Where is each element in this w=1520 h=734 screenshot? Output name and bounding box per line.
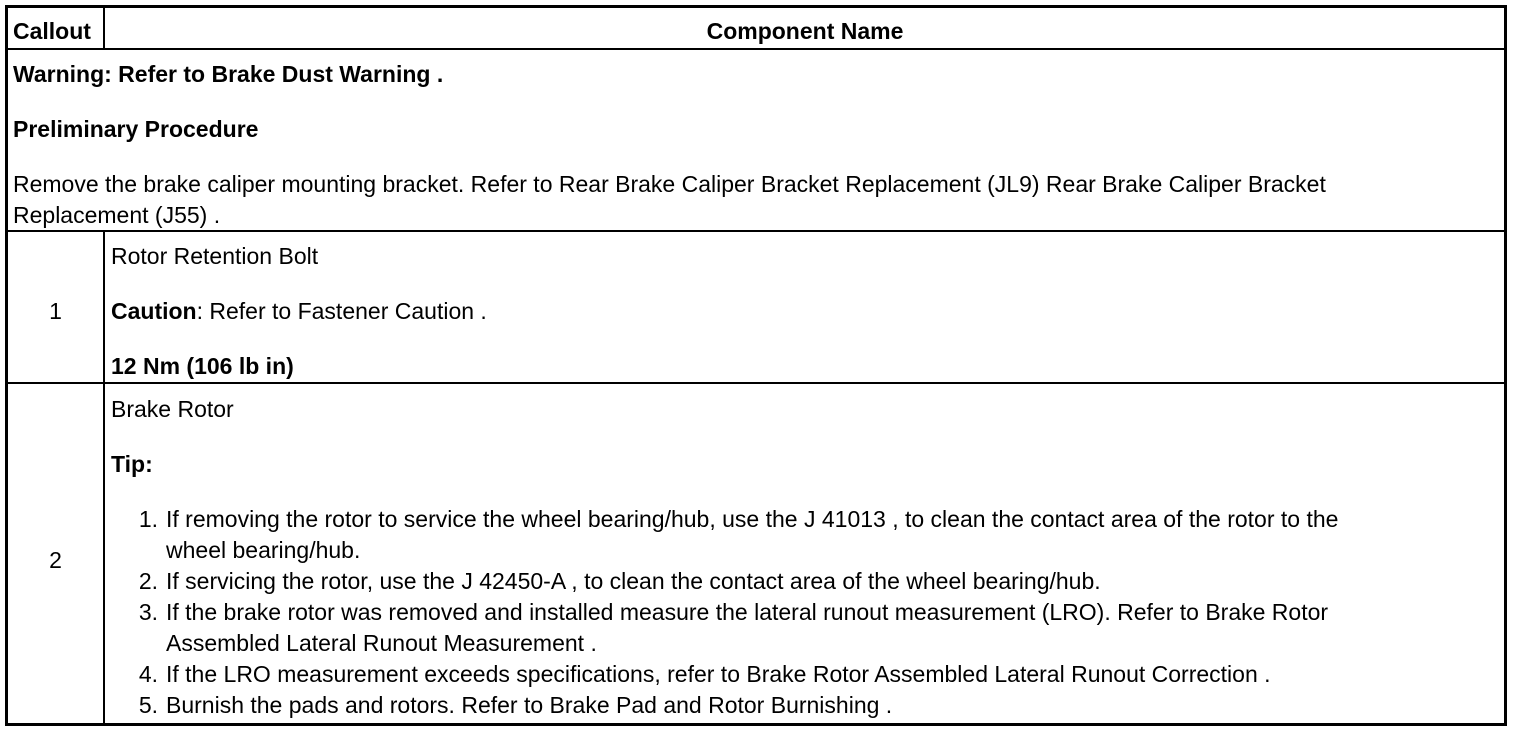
tip-item <box>116 504 1446 566</box>
preliminary-procedure-heading: Preliminary Procedure <box>13 116 259 142</box>
tip-list <box>116 504 1446 721</box>
tip-text-line2: wheel bearing/hub. <box>166 537 361 563</box>
callout-number-1: 1 <box>49 298 62 324</box>
tip-text-line1: Burnish the pads and rotors. Refer to Brake Pad and Rotor Burnishing . <box>166 692 893 718</box>
preliminary-step-text-line2: Replacement (J55) . <box>13 202 221 228</box>
torque-specification: 12 Nm (106 lb in) <box>111 353 294 379</box>
component-name-column-header: Component Name <box>706 18 904 44</box>
tip-text-line2: Assembled Lateral Runout Measurement . <box>166 630 597 656</box>
caution-text: : Refer to Fastener Caution . <box>196 298 487 324</box>
body-column-divider <box>103 230 105 724</box>
callout-column-header: Callout <box>13 18 91 44</box>
component-name-brake-rotor: Brake Rotor <box>111 396 234 422</box>
tip-number: 1. <box>138 506 158 532</box>
tip-item <box>116 659 1446 690</box>
tip-number: 3. <box>138 599 158 625</box>
tip-number: 5. <box>138 692 158 718</box>
tip-item <box>116 597 1446 659</box>
fastener-caution-note <box>111 296 487 326</box>
component-name-rotor-retention-bolt: Rotor Retention Bolt <box>111 243 319 269</box>
tip-number: 4. <box>138 661 158 687</box>
preliminary-step-text-line1: Remove the brake caliper mounting bracket. Refer to Rear Brake Caliper Bracket Replacement (JL9) Rear Brake Caliper Bracket <box>13 171 1326 197</box>
tip-text-line1: If the brake rotor was removed and installed measure the lateral runout measurement (LRO). Refer to Brake Rotor <box>166 599 1329 625</box>
header-column-divider <box>103 8 105 48</box>
tip-text-line1: If removing the rotor to service the wheel bearing/hub, use the J 41013 , to clean the contact area of the rotor to the <box>166 506 1339 532</box>
tip-number: 2. <box>138 568 158 594</box>
procedure-table <box>5 5 1507 726</box>
header-divider <box>8 48 1504 50</box>
tip-item <box>116 690 1446 721</box>
callout-number-2: 2 <box>49 547 62 573</box>
caution-label: Caution <box>111 298 197 324</box>
tip-text-line1: If servicing the rotor, use the J 42450-A , to clean the contact area of the wheel bearing/hub. <box>166 568 1101 594</box>
intro-divider <box>8 230 1504 232</box>
tip-item <box>116 566 1446 597</box>
brake-dust-warning: Warning: Refer to Brake Dust Warning . <box>13 61 444 87</box>
tip-heading: Tip: <box>111 451 153 477</box>
row-1-divider <box>8 382 1504 384</box>
tip-text-line1: If the LRO measurement exceeds specifications, refer to Brake Rotor Assembled Lateral Runout Correction . <box>166 661 1271 687</box>
